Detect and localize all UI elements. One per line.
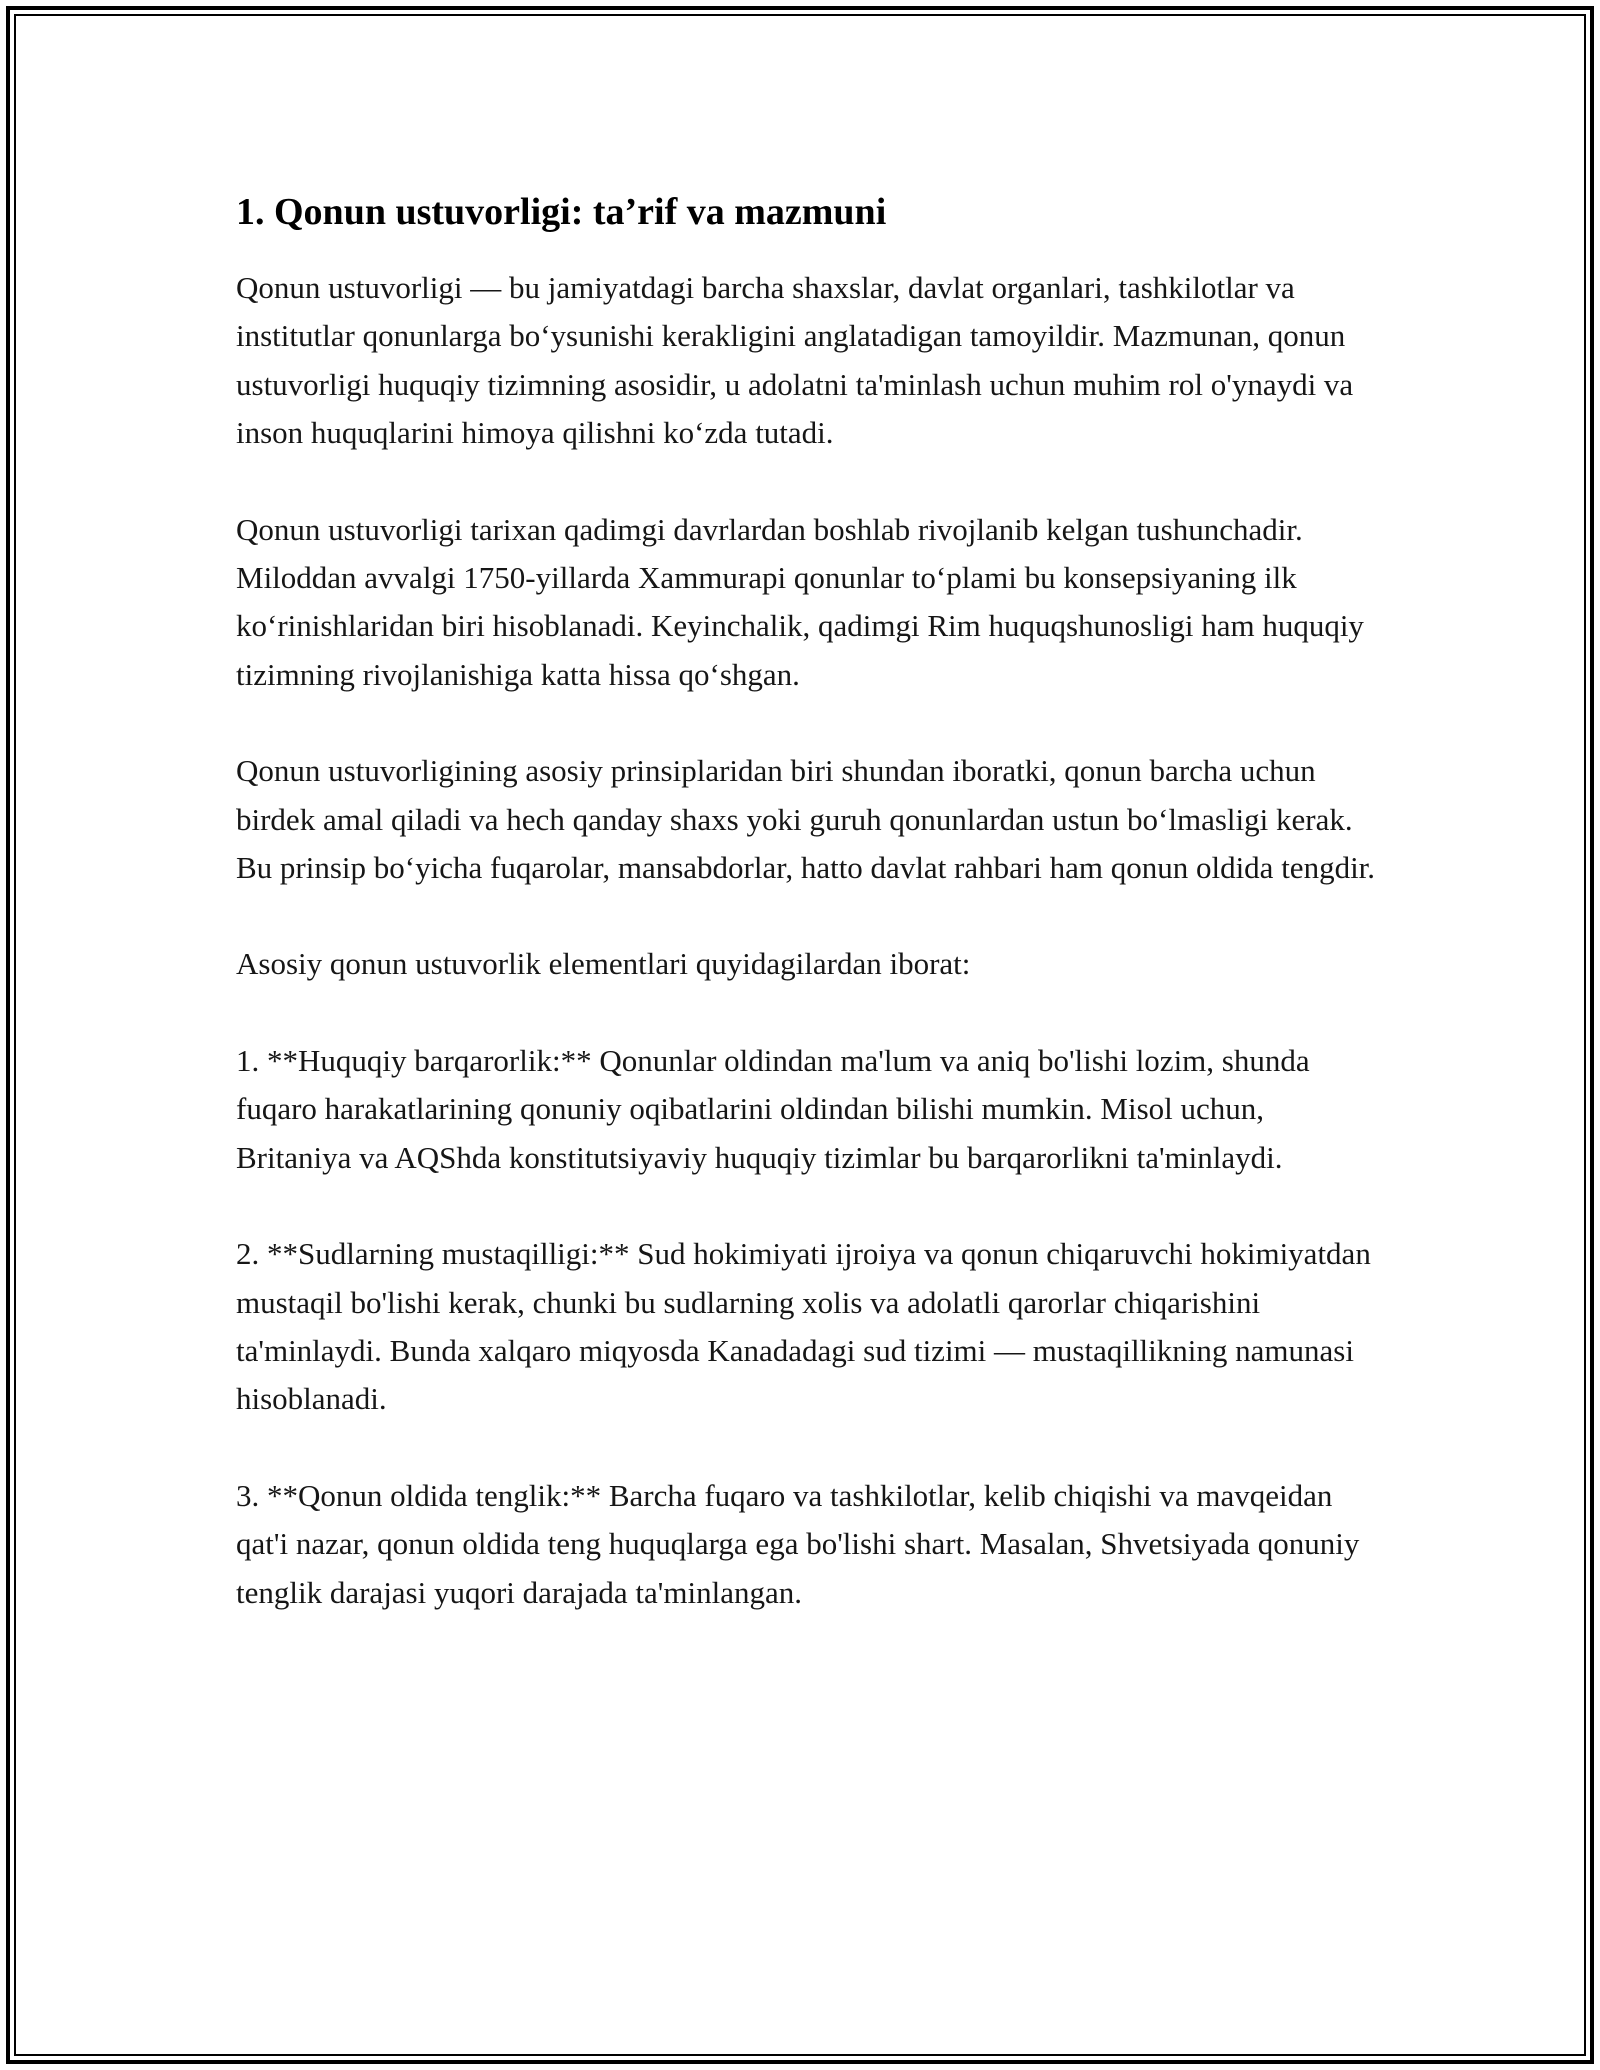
list-item-judicial-independence: 2. **Sudlarning mustaqilligi:** Sud hokimiyati ijroiya va qonun chiqaruvchi hokimiyatdan mustaqil bo'lishi kerak, chunki bu sudlarning xolis va adolatli qarorlar chiqarishini ta'minlaydi. Bunda xalqaro miqyosda Kanadadagi sud tizimi — mustaqillikning namunasi hisoblanadi. [236, 1236, 1371, 1417]
list-item-equality-before-law: 3. **Qonun oldida tenglik:** Barcha fuqaro va tashkilotlar, kelib chiqishi va mavqeidan qat'i nazar, qonun oldida teng huquqlarga ega bo'lishi shart. Masalan, Shvetsiyada qonuniy tenglik darajasi yuqori darajada ta'minlangan. [236, 1477, 1360, 1610]
paragraph-definition: Qonun ustuvorligi — bu jamiyatdagi barcha shaxslar, davlat organlari, tashkilotlar va institutlar qonunlarga bo‘ysunishi kerakligini anglatadigan tamoyildir. Mazmunan, qonun ustuvorligi huquqiy tizimning asosidir, u adolatni ta'minlash uchun muhim rol o'ynaydi va inson huquqlarini himoya qilishni ko‘zda tutadi. [236, 270, 1354, 451]
list-item-legal-stability: 1. **Huquqiy barqarorlik:** Qonunlar oldindan ma'lum va aniq bo'lishi lozim, shunda fuqaro harakatlarining qonuniy oqibatlarini oldindan bilishi mumkin. Misol uchun, Britaniya va AQShda konstitutsiyaviy huquqiy tizimlar bu barqarorlikni ta'minlaydi. [236, 1042, 1310, 1175]
paragraph-history: Qonun ustuvorligi tarixan qadimgi davrlardan boshlab rivojlanib kelgan tushunchadir. Miloddan avvalgi 1750-yillarda Xammurapi qonunlar to‘plami bu konsepsiyaning ilk ko‘rinishlaridan biri hisoblanadi. Keyinchalik, qadimgi Rim huquqshunosligi ham huquqiy tizimning rivojlanishiga katta hissa qo‘shgan. [236, 511, 1364, 692]
paragraph-elements-intro: Asosiy qonun ustuvorlik elementlari quyidagilardan iborat: [236, 946, 971, 982]
section-heading: 1. Qonun ustuvorligi: ta’rif va mazmuni [236, 191, 887, 233]
document-body [236, 188, 1376, 1665]
paragraph-principle: Qonun ustuvorligining asosiy prinsiplaridan biri shundan iboratki, qonun barcha uchun birdek amal qiladi va hech qanday shaxs yoki guruh qonunlardan ustun bo‘lmasligi kerak. Bu prinsip bo‘yicha fuqarolar, mansabdorlar, hatto davlat rahbari ham qonun oldida tengdir. [236, 753, 1376, 886]
